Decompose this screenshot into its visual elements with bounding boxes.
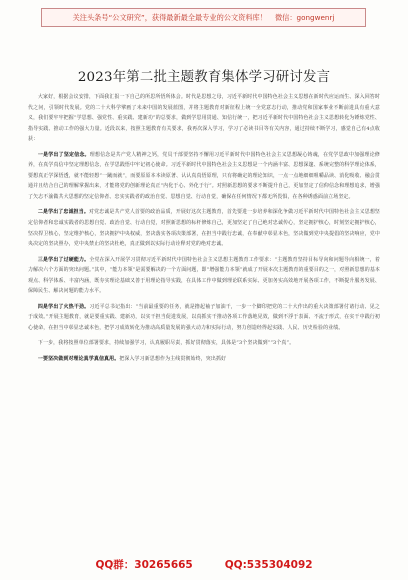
paragraph-point-4 bbox=[28, 302, 380, 334]
paragraph-text: 下一步，我将按照单位部署要求，持续加强学习，认真履职尽责，抓好贯彻落实，具体是“3个坚决做到”“3个真”。 bbox=[37, 340, 295, 347]
paragraph-point-2 bbox=[28, 207, 380, 249]
paragraph-point-3 bbox=[28, 255, 380, 297]
paragraph-text: 大家好，根据会议安排，下面我汇报一下自己的所思所悟所体会。时代是思想之母，习近平新时代中国特色社会主义思想在新时代应运而生、深入回答时代之问，引领时代发展。党的二十大科学擘画了未来中国的发展蓝图，并将主题教育对新征程上统一全党意志行动，推动党和国家事业不断前进具有重大意义，我们要牢牢把握“学思想、强党性、重实践、建新功”的总要求，做到学思用贯通、知信行统一，把习近平新时代中国特色社会主义思想转化为锤炼党性、指导实践、推动工作的强大力量。近段以来，按照主题教育有关要求，我再次深入学习，学习了必读书目等有关内容，通过持续不断学习，感觉自己有4点收获： bbox=[28, 94, 380, 143]
paragraph-heading: 三是学出了过硬能力。 bbox=[37, 256, 90, 263]
wechat-id: 微信：gongwenrj bbox=[274, 13, 335, 22]
paragraph-heading: 四是学出了火热干劲。 bbox=[37, 303, 90, 310]
paragraph-next-steps bbox=[28, 338, 380, 349]
paragraph-point-1 bbox=[28, 150, 380, 203]
paragraph-text: 理想信念是共产党人精神之钙，党员干部要坚持不懈用习近平新时代中国特色社会主义思想凝心铸魂，在党学思政中加强理论修养，在真学真信中坚定理想信念，在学思践悟中牢记初心使命。习近平新时代中国特色社会主义思想是一个内涵丰富、思想深邃、系统完整的科学理论体系，要想真正学深悟透，就不能轻想“一蹴而就”，而要原原本本读原著、认认真真悟原理，只有将确定的理论知识，一点一点地细细咀嚼品读、消化吸收、融会贯通并且结合自己的理解掌握出来，才能将党的创新理论真正“内化于心、外化于行”。对照新思想的要求不断提升自己，更加坚定了信仰信念和理想追求，增强了矢志不渝做共大思想的坚定信仰者、忠实实践者的政治自觉、思想自觉、行动自觉，确保在任何情况下都无所畏惧，在各种诱惑面前立场坚定。 bbox=[28, 151, 380, 200]
paragraph-text: 把深入学习新思想作为主线贯彻始终，突出抓好 bbox=[119, 356, 227, 363]
paragraph-heading: 一是学出了坚定信念。 bbox=[37, 151, 90, 158]
paragraph-text: 对党忠诚是共产党人首要的政治品质，开展好这次主题教育，首先要进一步培养和深化争做习近平新时代中国特色社会主义思想坚定信仰者和忠诚实践者的思想自觉、政治自觉、行动自觉，对照新思想的标杆修炼自己，更加坚定了自己绝对忠诚传心，坚定拥护核心，时刻坚定拥护核心，坚决捍卫核心，坚定维护核心，坚决拥护中央权威，坚决落实各项决策部署，在担当中践行忠诚，在奉献中彰显本色，坚决做到党中央提倡的坚决响应，党中央决定的坚决照办，党中央禁止的坚决杜绝，真正做到以实际行动诠释对党的绝对忠诚。 bbox=[28, 209, 381, 248]
paragraph-text: 全党在深入开展学习贯彻习近平新时代中国特色社会主义思想主题教育工作要求：“主题教育坚持目标导向和问题导向相统一，着力解决六个方面的突出问题。”其中，“能力本领”是需要解决的一个方面问题，即“增强能力本领”就成了开展本次主题教育的重要目的之一，对照新思想的基本观点、科学体系、丰富内涵，既夯实理论基础又善于用理论指导实践，在具体工作中做到理论联系实际、更加务实高效地开展各项工作，不断提升服务发展、保障民生、解决问题的能力水平。 bbox=[28, 256, 380, 295]
contact-footer bbox=[0, 557, 408, 572]
paragraph-heading: 二是学出了忠诚担当。 bbox=[37, 209, 89, 216]
document-body bbox=[28, 92, 380, 365]
paragraph-intro bbox=[28, 92, 380, 145]
paragraph-commitment-1 bbox=[28, 354, 380, 365]
page-title: 2023年第二批主题教育集体学习研讨发言 bbox=[77, 70, 331, 85]
qq-group: QQ群：30265665 bbox=[95, 559, 193, 571]
paragraph-text: 习近平总书记指出：“当前最重要的任务，就是撸起袖子加油干，一步一个脚印把党的二十大作出的重大决策部署付诸行动、见之于成效。”开展主题教育，就是要重实践、建新功，以实干担当促进发展，以真抓实干推动各项工作落地见效，做到不浮于表面、不流于形式，在实干中践行初心使命，在担当中彰显忠诚本色，把学习成效转化为推动高质量发展的强大动力和实际行动，努力创造经得起实践、人民、历史检验的业绩。 bbox=[28, 303, 380, 331]
promo-banner-text: 关注头条号“公文研究”，获得最新最全最专业的公文资料库！ bbox=[72, 13, 267, 22]
promo-banner bbox=[41, 8, 366, 27]
paragraph-heading: 一要坚决做到对理论真学真信真用。 bbox=[37, 356, 120, 363]
qq-number: QQ:535304092 bbox=[224, 559, 313, 571]
